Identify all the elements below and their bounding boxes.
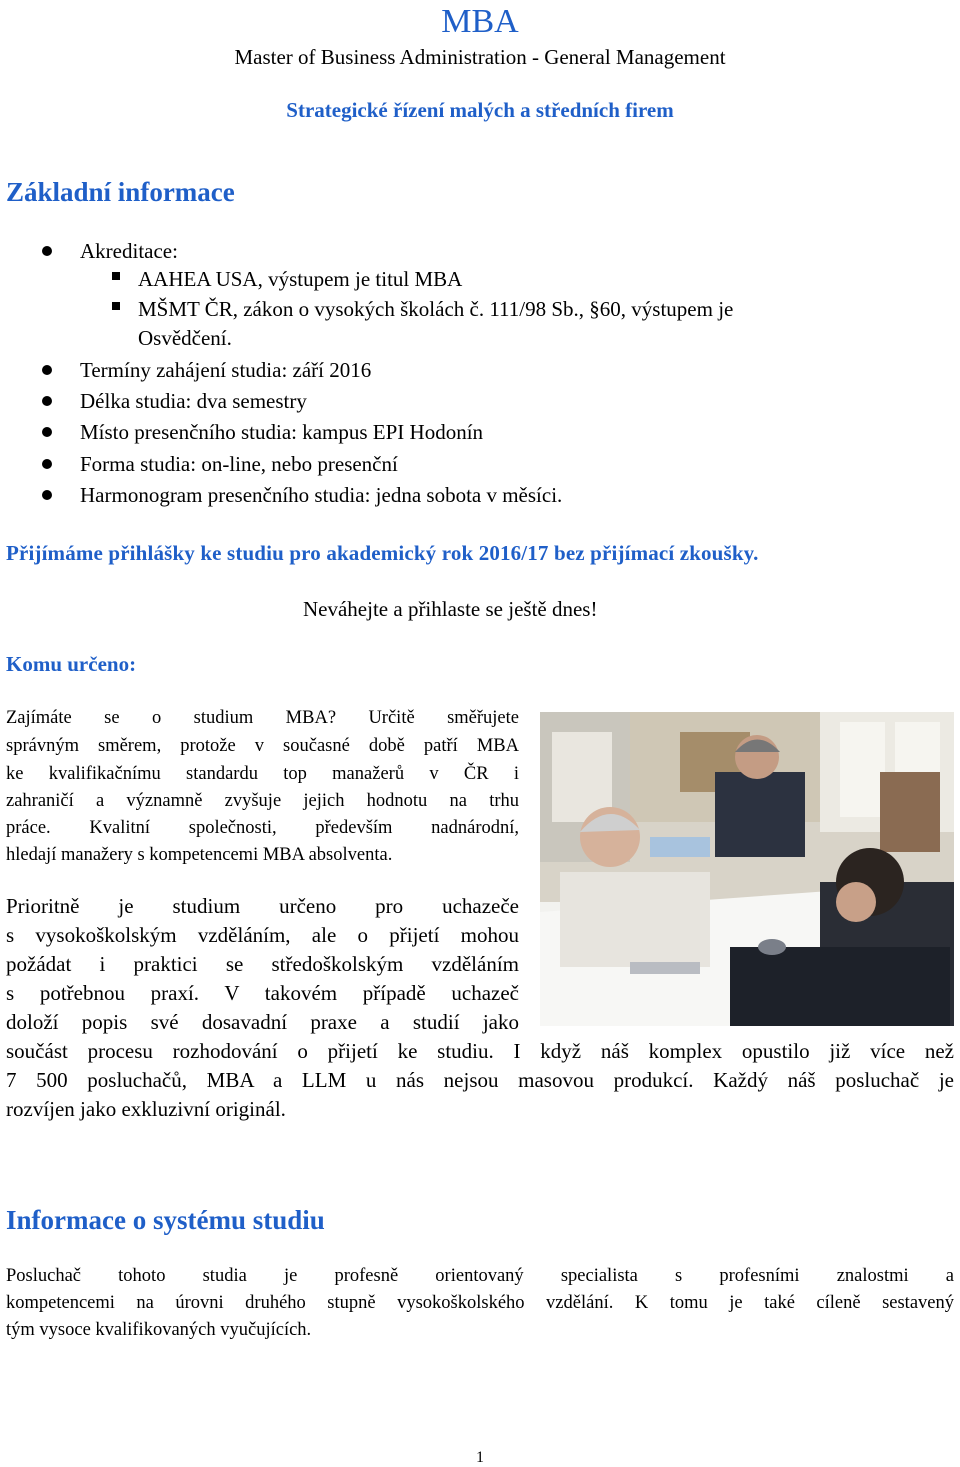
info-item-duration: Délka studia: dva semestry [80,389,307,413]
classroom-photo [540,712,954,1026]
text-line: Prioritně je studium určeno pro uchazeče [6,894,519,918]
text-line: s vysokoškolským vzděláním, ale o přijetí mohou [6,923,519,947]
accreditation-label: Akreditace: [80,239,178,263]
bullet-icon [42,427,52,437]
admission-notice: Přijímáme přihlášky ke studiu pro akademický rok 2016/17 bez přijímací zkoušky. [6,541,759,565]
accreditation-item-continued: Osvědčení. [138,326,232,350]
accreditation-item: AAHEA USA, výstupem je titul MBA [138,267,463,291]
basic-info-heading: Základní informace [6,177,235,207]
text-line: 7 500 posluchačů, MBA a LLM u nás nejsou masovou produkcí. Každý náš posluchač je [6,1068,954,1092]
info-item-start: Termíny zahájení studia: září 2016 [80,358,372,382]
text-line: rozvíjen jako exkluzivní originál. [6,1097,286,1121]
info-item-location: Místo presenčního studia: kampus EPI Hodonín [80,420,484,444]
system-heading: Informace o systému studiu [6,1205,325,1235]
page-title: MBA [441,3,519,40]
page-subtitle: Master of Business Administration - General Management [234,45,726,69]
call-to-action: Neváhejte a přihlaste se ještě dnes! [303,597,598,621]
text-line: s potřebnou praxí. V takovém případě uchazeč [6,981,519,1005]
text-line: ke kvalifikačnímu standardu top manažerů v ČR i [6,764,519,784]
info-item-schedule: Harmonogram presenčního studia: jedna sobota v měsíci. [80,483,563,507]
square-bullet-icon [112,272,120,280]
text-line: správným směrem, protože v současné době patří MBA [6,736,519,756]
text-line: zahraničí a významně zvyšuje jejich hodnotu na trhu [6,791,519,811]
page-number: 1 [476,1449,484,1466]
bullet-icon [42,490,52,500]
text-line: kompetencemi na úrovni druhého stupně vysokoškolského vzdělání. K tomu je také cíleně sestavený [6,1293,954,1313]
accreditation-item: MŠMT ČR, zákon o vysokých školách č. 111/98 Sb., §60, výstupem je [138,297,734,321]
target-heading: Komu určeno: [6,652,137,676]
bullet-icon [42,396,52,406]
square-bullet-icon [112,302,120,310]
text-line: součást procesu rozhodování o přijetí ke studiu. I když náš komplex opustilo již více než [6,1039,954,1063]
bullet-icon [42,459,52,469]
text-line: tým vysoce kvalifikovaných vyučujících. [6,1320,312,1340]
bullet-icon [42,365,52,375]
program-name: Strategické řízení malých a středních firem [286,98,674,122]
text-line: požádat i praktici se středoškolským vzděláním [6,952,519,976]
text-line: Zajímáte se o studium MBA? Určitě směřujete [6,708,519,728]
text-line: Posluchač tohoto studia je profesně orientovaný specialista s profesními znalostmi a [6,1266,954,1286]
text-line: hledají manažery s kompetencemi MBA absolventa. [6,845,393,865]
text-line: práce. Kvalitní společnosti, především nadnárodní, [6,818,519,838]
bullet-icon [42,246,52,256]
text-line: doloží popis své dosavadní praxe a studií jako [6,1010,519,1034]
info-item-form: Forma studia: on-line, nebo presenční [80,452,398,476]
